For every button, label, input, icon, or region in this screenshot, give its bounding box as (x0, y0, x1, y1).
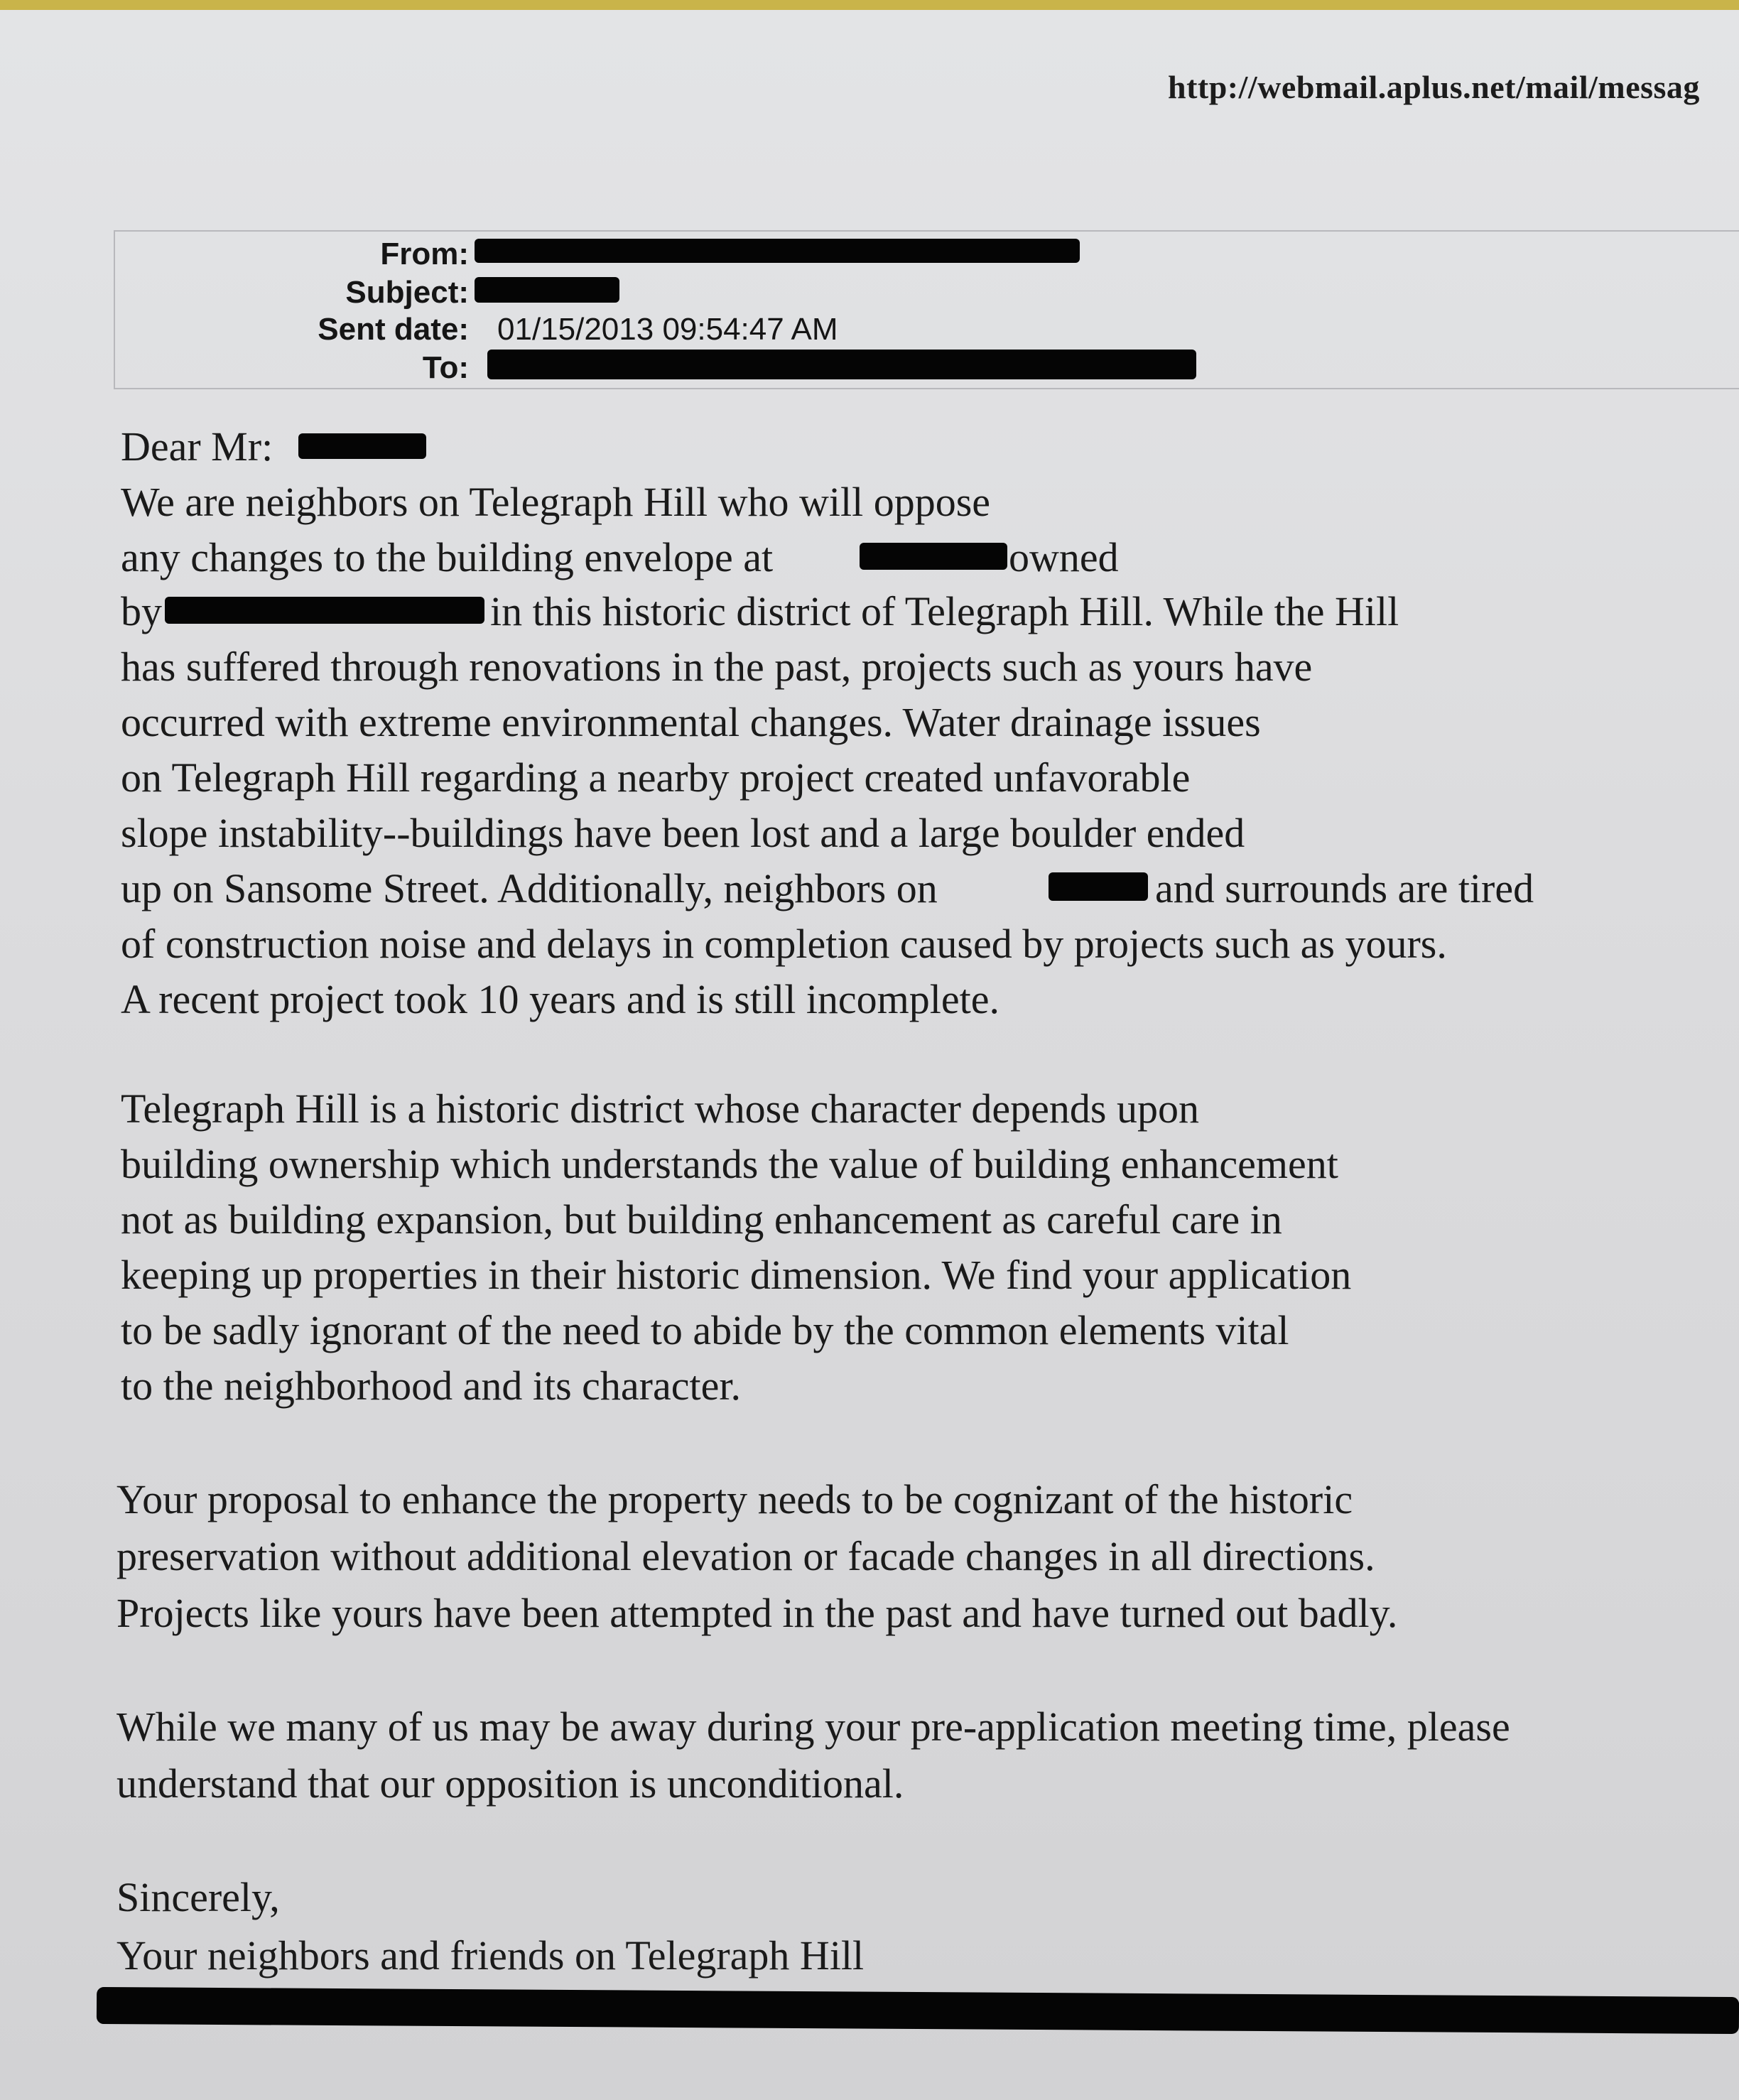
p2-line-2: building ownership which understands the value of building enhancement (121, 1141, 1338, 1187)
street-redaction (1049, 872, 1148, 901)
p3-line-2: preservation without additional elevation or facade changes in all directions. (117, 1533, 1375, 1579)
p4-line-1: While we many of us may be away during your pre-application meeting time, please (117, 1704, 1510, 1750)
sent-date-value: 01/15/2013 09:54:47 AM (497, 312, 838, 347)
signature-line: Your neighbors and friends on Telegraph Hill (117, 1932, 865, 1979)
p1-line-3-part-a: by (121, 588, 162, 634)
p1-line-2 (121, 534, 1257, 587)
p1-line-6: on Telegraph Hill regarding a nearby project created unfavorable (121, 754, 1191, 801)
p2-line-1: Telegraph Hill is a historic district whose character depends upon (121, 1086, 1199, 1132)
salutation (121, 423, 273, 470)
p1-line-9: of construction noise and delays in completion caused by projects such as yours. (121, 921, 1447, 967)
p2-line-3: not as building expansion, but building enhancement as careful care in (121, 1196, 1282, 1243)
from-label: From: (380, 237, 469, 271)
p1-line-3-part-b: in this historic district of Telegraph Hill. While the Hill (490, 588, 1399, 634)
p1-line-7: slope instability--buildings have been lost and a large boulder ended (121, 810, 1245, 856)
p4-line-2: understand that our opposition is unconditional. (117, 1760, 904, 1807)
closing: Sincerely, (117, 1874, 280, 1920)
signatories-redaction (97, 1987, 1739, 2034)
p2-line-5: to be sadly ignorant of the need to abide by the common elements vital (121, 1307, 1289, 1353)
address-redaction (860, 543, 1007, 570)
printed-page (0, 10, 1739, 2100)
p1-line-8-part-b: and surrounds are tired (1155, 865, 1534, 911)
sent-date-row (0, 314, 1739, 350)
p1-line-5: occurred with extreme environmental changes. Water drainage issues (121, 699, 1261, 745)
p3-line-3: Projects like yours have been attempted in the past and have turned out badly. (117, 1590, 1398, 1636)
p1-line-2-part-b: owned (1009, 534, 1119, 580)
from-redaction (475, 239, 1080, 263)
recipient-name-redaction (298, 433, 426, 459)
to-redaction (487, 350, 1196, 379)
p1-line-10: A recent project took 10 years and is still incomplete. (121, 976, 1000, 1022)
p1-line-8 (121, 865, 1719, 918)
p1-line-4: has suffered through renovations in the past, projects such as yours have (121, 644, 1313, 690)
owner-name-redaction (165, 597, 484, 624)
salutation-text: Dear Mr: (121, 423, 273, 470)
p2-line-4: keeping up properties in their historic dimension. We find your application (121, 1252, 1352, 1298)
page-url: http://webmail.aplus.net/mail/messag (1168, 69, 1700, 105)
subject-label: Subject: (345, 275, 469, 310)
sent-date-label: Sent date: (318, 312, 469, 347)
p1-line-1: We are neighbors on Telegraph Hill who will oppose (121, 479, 991, 525)
p1-line-8-part-a: up on Sansome Street. Additionally, neighbors on (121, 865, 938, 911)
p3-line-1: Your proposal to enhance the property needs to be cognizant of the historic (117, 1476, 1353, 1522)
p2-line-6: to the neighborhood and its character. (121, 1363, 741, 1409)
subject-row (0, 277, 1739, 313)
subject-redaction (475, 277, 619, 303)
p1-line-2-part-a: any changes to the building envelope at (121, 534, 774, 580)
to-label: To: (422, 350, 469, 385)
